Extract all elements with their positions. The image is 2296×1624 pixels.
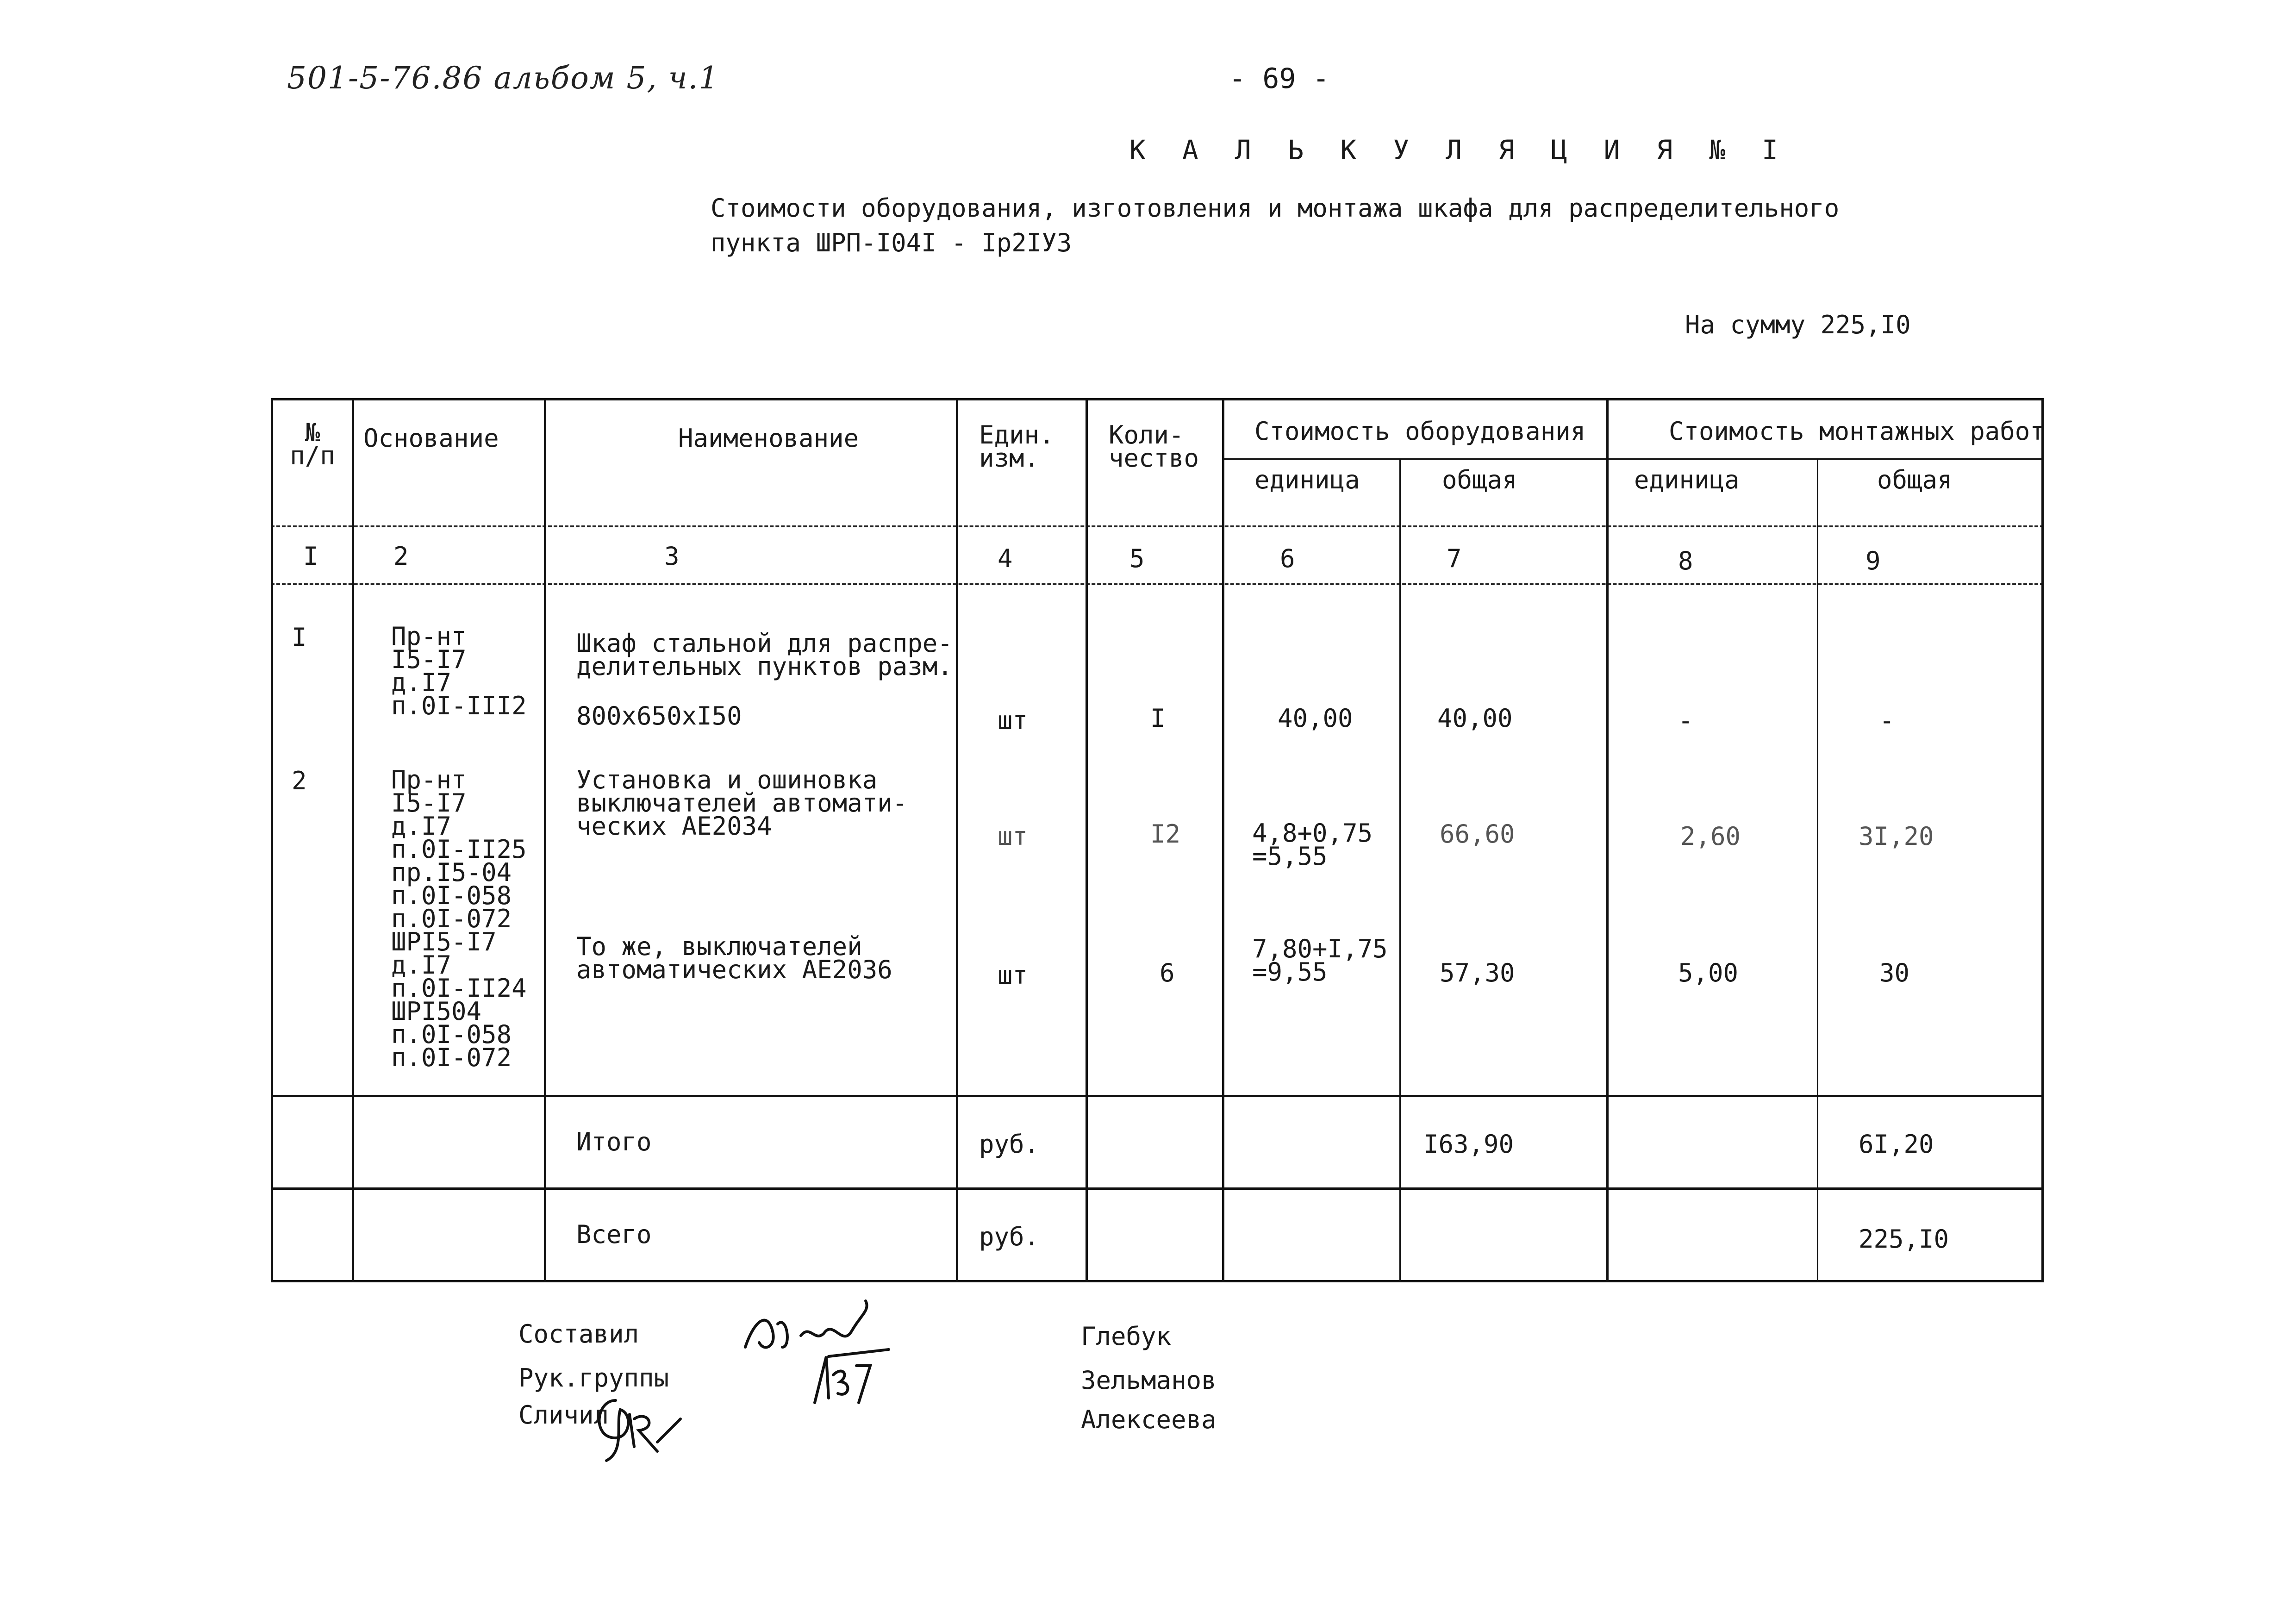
itogo-install-total: 6I,20 xyxy=(1859,1130,1934,1159)
vsego-label: Всего xyxy=(576,1220,652,1249)
col-divider-3 xyxy=(956,398,958,1282)
row2-equip-total: 66,60 xyxy=(1440,819,1515,849)
header-qty: Коли- чество xyxy=(1109,420,1199,473)
header-bottom-line xyxy=(271,525,2044,527)
row1-num: I xyxy=(292,623,307,652)
vsego-unit: руб. xyxy=(979,1222,1040,1251)
body-bottom-line xyxy=(271,1095,2044,1097)
header-install-cost: Стоимость монтажных работ xyxy=(1669,417,2045,446)
page-number: - 69 - xyxy=(1229,62,1329,95)
col-divider-1 xyxy=(352,398,354,1282)
album-reference: 501-5-76.86 альбом 5, ч.1 xyxy=(287,60,719,96)
header-install-unit: единица xyxy=(1634,465,1740,494)
col-divider-4 xyxy=(1086,398,1088,1282)
itogo-label: Итого xyxy=(576,1127,652,1156)
compiled-label: Составил xyxy=(518,1319,639,1349)
row3-equip-unit: 7,80+I,75 =9,55 xyxy=(1252,934,1388,987)
document-subtitle-line1: Стоимости оборудования, изготовления и монтажа шкафа для распределительного xyxy=(711,194,1840,223)
row2-install-total: 3I,20 xyxy=(1859,822,1934,851)
checked-name: Алексеева xyxy=(1081,1405,1217,1434)
row2-name: Установка и ошиновка выключателей автомати- ческих АЕ2034 xyxy=(576,765,908,841)
col-number-6: 6 xyxy=(1280,544,1295,573)
calculation-table xyxy=(271,398,2044,1281)
row3-name: То же, выключателей автоматических АЕ2036 xyxy=(576,932,892,984)
header-equip-unit: единица xyxy=(1254,465,1360,494)
row2-num: 2 xyxy=(292,766,307,795)
header-install-total: общая xyxy=(1877,465,1953,494)
row2-unit: шт xyxy=(998,822,1028,851)
itogo-equip-total: I63,90 xyxy=(1423,1130,1514,1159)
col-number-3: 3 xyxy=(664,542,680,571)
row3-install-unit: 5,00 xyxy=(1678,958,1739,987)
col-number-1: I xyxy=(303,542,318,571)
group-head-label: Рук.группы xyxy=(518,1363,669,1393)
row2-equip-unit: 4,8+0,75 =5,55 xyxy=(1252,818,1373,871)
column-numbers-bottom-line xyxy=(271,583,2044,585)
signature-group-head xyxy=(805,1347,880,1412)
row3-unit: шт xyxy=(998,961,1028,990)
col-number-8: 8 xyxy=(1678,546,1693,575)
header-equip-cost: Стоимость оборудования xyxy=(1254,417,1586,446)
row1-basis: Пр-нт I5-I7 д.I7 п.0I-III2 xyxy=(391,622,527,720)
itogo-unit: руб. xyxy=(979,1130,1040,1159)
row1-install-unit: - xyxy=(1678,706,1693,735)
row1-qty: I xyxy=(1150,704,1166,733)
row1-name-size: 800х650хI50 xyxy=(576,701,742,731)
total-sum: На сумму 225,I0 xyxy=(1685,310,1911,339)
document-title: К А Л Ь К У Л Я Ц И Я № I xyxy=(1129,134,1788,166)
row1-equip-total: 40,00 xyxy=(1437,704,1513,733)
col-divider-8 xyxy=(1817,458,1818,1282)
col-number-2: 2 xyxy=(393,542,409,571)
row3-equip-total: 57,30 xyxy=(1440,958,1515,987)
row1-name: Шкаф стальной для распре- делительных пунктов разм. xyxy=(576,629,953,681)
compiled-name: Глебук xyxy=(1081,1322,1172,1351)
row3-install-total: 30 xyxy=(1879,958,1910,987)
group-head-name: Зельманов xyxy=(1081,1366,1217,1395)
row2-install-unit: 2,60 xyxy=(1680,822,1741,851)
col-number-4: 4 xyxy=(998,544,1013,573)
col-number-5: 5 xyxy=(1129,544,1145,573)
col-number-9: 9 xyxy=(1866,546,1881,575)
header-subdivider xyxy=(1224,458,2044,460)
row2-basis: Пр-нт I5-I7 д.I7 п.0I-II25 пр.I5-04 п.0I-058 п.0I-072 ШРI5-I7 д.I7 п.0I-II24 ШРI504 п.0I-058 п.0I-072 xyxy=(391,765,527,1072)
col-number-7: 7 xyxy=(1447,544,1462,573)
row3-qty: 6 xyxy=(1160,958,1175,987)
header-name: Наименование xyxy=(678,424,859,453)
header-basis: Основание xyxy=(363,424,499,453)
header-unit: Един. изм. xyxy=(979,420,1054,473)
table-top-border xyxy=(271,398,2044,400)
col-divider-7 xyxy=(1606,398,1609,1282)
itogo-bottom-line xyxy=(271,1187,2044,1190)
row1-install-total: - xyxy=(1879,706,1895,735)
document-subtitle-line2: пункта ШРП-I04I - Iр2IУ3 xyxy=(711,228,1072,257)
vsego-install-total: 225,I0 xyxy=(1859,1224,1949,1254)
table-bottom-border xyxy=(271,1280,2044,1282)
row1-unit: шт xyxy=(998,706,1028,735)
checked-label: Сличил xyxy=(518,1400,609,1430)
header-num: № п/п xyxy=(290,418,335,470)
col-divider-2 xyxy=(544,398,546,1282)
table-left-border xyxy=(271,398,273,1282)
col-divider-5 xyxy=(1222,398,1224,1282)
row2-qty: I2 xyxy=(1150,819,1181,849)
table-right-border xyxy=(2041,398,2044,1282)
header-equip-total: общая xyxy=(1442,465,1517,494)
col-divider-6 xyxy=(1399,458,1401,1282)
signature-checked xyxy=(588,1387,690,1465)
row1-equip-unit: 40,00 xyxy=(1278,704,1353,733)
